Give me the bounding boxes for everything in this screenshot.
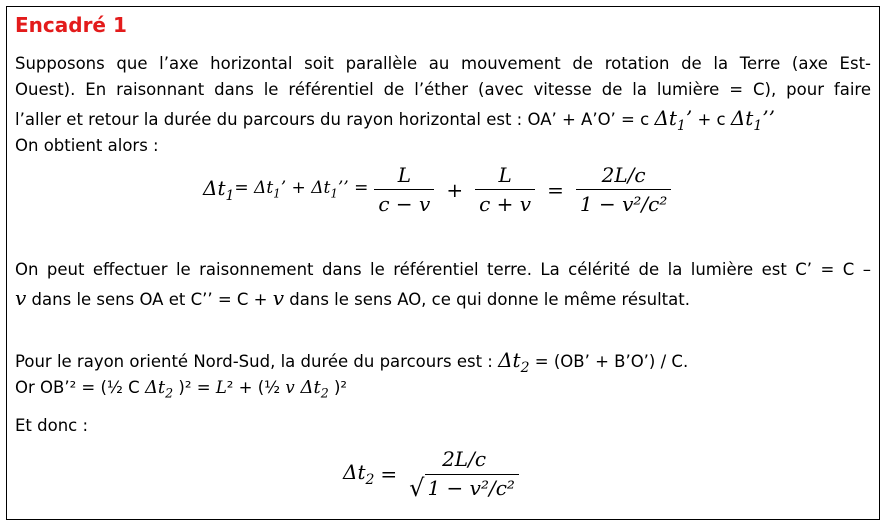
- para2-line2: [15, 285, 871, 313]
- encadre-box: [6, 6, 880, 520]
- var-v: v: [15, 286, 27, 310]
- delta-t1-prime: $\Delta t_1$’: [654, 106, 693, 134]
- eq1-frac-1: $\frac{L}{c - v}$: [374, 163, 434, 216]
- para2-line1: On peut effectuer le raisonnement dans le référentiel terre. La célérité de la lumière est C’ = C –: [15, 260, 871, 279]
- para3-line2-mid2: ² + (½: [226, 378, 286, 397]
- eq2-lhs: $\Delta t_2$: [343, 459, 375, 488]
- para3-line2-end: )²: [328, 378, 347, 397]
- para2-line2-end: dans le sens AO, ce qui donne le même résultat.: [284, 290, 690, 309]
- para3-line1-end: = (OB’ + B’O’) / C.: [529, 352, 689, 371]
- para3-line2-start: Or OB’² = (½ C: [15, 378, 145, 397]
- para2-line2-text: dans le sens OA et C’’ = C +: [26, 290, 273, 309]
- para3-line2: [15, 375, 871, 407]
- delta-t1-double-prime: $\Delta t_1$’’: [730, 106, 775, 134]
- para3-line2-mid: )² =: [173, 378, 216, 397]
- eq1-lhs: $\Delta t_1$: [203, 175, 235, 204]
- para1-line2: Ouest). En raisonnant dans le référentiel de l’éther (avec vitesse de la lumière = C), pour faire: [15, 80, 871, 99]
- equation-2: [343, 447, 525, 500]
- box-title: Encadré 1: [15, 13, 127, 37]
- eq1-plus: +: [446, 177, 464, 202]
- delta-t2-c: $\Delta t_2$: [294, 377, 329, 401]
- eq1-frac-3: $\frac{2L/c}{\text{1 − v²/c²}}$: [576, 163, 671, 216]
- eq2-frac: 2L/c √ 1 − v²/c²: [409, 447, 519, 500]
- var-L: L: [215, 378, 227, 397]
- para1-line4: On obtient alors :: [15, 136, 159, 155]
- eq2-equals: =: [380, 461, 398, 486]
- delta-t2-b: $\Delta t_2$: [144, 377, 174, 401]
- plus-c: + c: [692, 110, 726, 129]
- para3-line3: Et donc :: [15, 416, 89, 435]
- eq1-equals: =: [547, 177, 564, 202]
- var-v-2: v: [272, 286, 285, 310]
- eq1-mid: = $\Delta t_1$’ + $\Delta t_1$’’ =: [234, 178, 369, 201]
- eq1-frac-2: $\frac{L}{c + v}$: [475, 163, 535, 216]
- delta-t2: $\Delta t_2$: [498, 348, 530, 376]
- equation-1: [203, 163, 677, 216]
- para3-line1-text: Pour le rayon orienté Nord-Sud, la durée du parcours est :: [15, 352, 499, 371]
- para1-line3-text: l’aller et retour la durée du parcours du rayon horizontal est : OA’ + A’O’ = c: [15, 110, 650, 129]
- var-v-3: v: [285, 378, 295, 397]
- para1-line1: Supposons que l’axe horizontal soit parallèle au mouvement de rotation de la Terre (axe Est-: [15, 54, 871, 73]
